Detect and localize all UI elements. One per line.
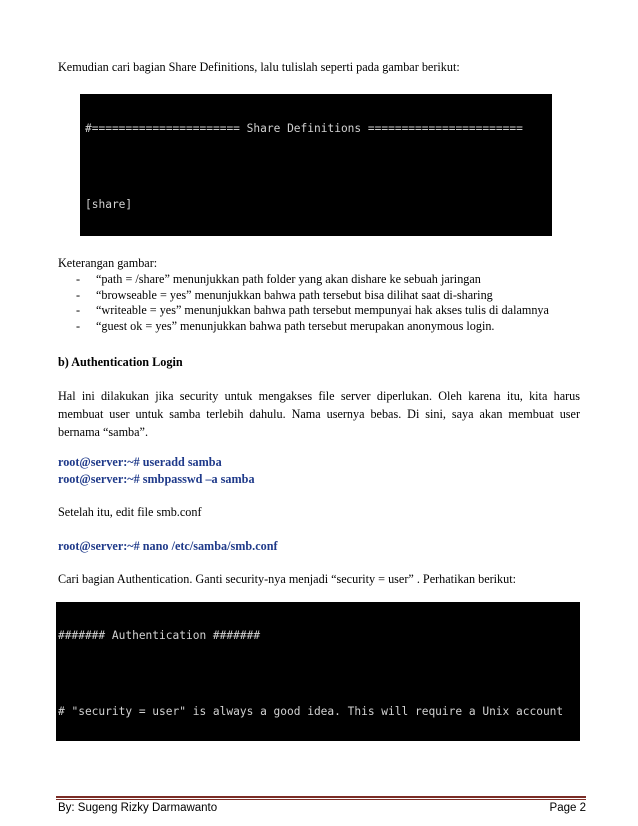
keterangan-title: Keterangan gambar: bbox=[58, 256, 158, 270]
terminal-line: [share] bbox=[85, 198, 133, 212]
footer-author: By: Sugeng Rizky Darmawanto bbox=[58, 802, 218, 814]
authentication-terminal bbox=[56, 602, 580, 741]
intro-paragraph: Kemudian cari bagian Share Definitions, lalu tulislah seperti pada gambar berikut: bbox=[58, 60, 460, 74]
command-line: root@server:~# useradd samba bbox=[58, 455, 222, 469]
list-item: - “browseable = yes” menunjukkan bahwa path tersebut bisa dilihat saat di-sharing bbox=[76, 288, 549, 304]
auth-instruction: Cari bagian Authentication. Ganti security-nya menjadi “security = user” . Perhatikan berikut: bbox=[58, 572, 517, 586]
footer-page-number: Page 2 bbox=[549, 802, 586, 814]
footer-divider-thin bbox=[56, 799, 586, 800]
list-item: - “path = /share” menunjukkan path folder yang akan dishare ke sebuah jaringan bbox=[76, 272, 549, 288]
section-b-paragraph: Hal ini dilakukan jika security untuk mengakses file server diperlukan. Oleh karena itu, kita harus membuat user untuk samba terlebih dahulu. Nama usernya bebas. Di sini, saya akan membuat user bernama “samba”. bbox=[58, 389, 580, 439]
share-definitions-terminal bbox=[80, 94, 552, 236]
terminal-line: ####### Authentication ####### bbox=[58, 628, 261, 642]
terminal-line: #====================== Share Definitions ======================= bbox=[85, 121, 523, 135]
footer-divider bbox=[56, 796, 586, 798]
terminal-line bbox=[58, 668, 580, 681]
section-b-heading: b) Authentication Login bbox=[58, 355, 183, 369]
page-footer bbox=[58, 802, 586, 814]
terminal-line bbox=[85, 161, 552, 174]
list-item: - “guest ok = yes” menunjukkan bahwa path tersebut merupakan anonymous login. bbox=[76, 319, 549, 335]
terminal-line: # "security = user" is always a good idea. This will require a Unix account bbox=[58, 705, 564, 719]
command-line: root@server:~# smbpasswd –a samba bbox=[58, 472, 255, 486]
edit-instruction: Setelah itu, edit file smb.conf bbox=[58, 505, 202, 519]
keterangan-list bbox=[76, 272, 549, 334]
list-item: - “writeable = yes” menunjukkan bahwa path tersebut mempunyai hak akses tulis di dalamnya bbox=[76, 303, 549, 319]
command-line: root@server:~# nano /etc/samba/smb.conf bbox=[58, 539, 278, 553]
